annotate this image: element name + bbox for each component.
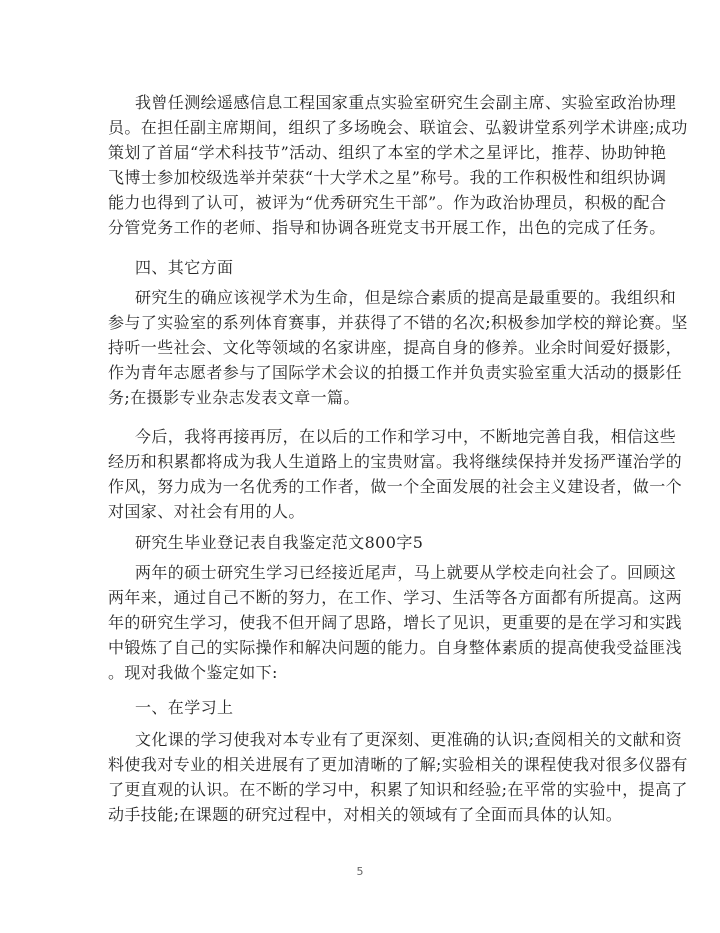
text-line: 飞博士参加校级选举并荣获“十大学术之星”称号。我的工作积极性和组织协调 xyxy=(108,168,667,187)
text-line: 。现对我做个鉴定如下: xyxy=(108,663,278,682)
text-line: 中锻炼了自己的实际操作和解决问题的能力。自身整体素质的提高使我受益匪浅 xyxy=(108,638,683,657)
section-heading: 一、在学习上 xyxy=(135,698,234,717)
text-line: 动手技能;在课题的研究过程中，对相关的领域有了全面而具体的认知。 xyxy=(108,805,623,824)
text-line: 务;在摄影专业杂志发表文章一篇。 xyxy=(108,388,360,407)
text-line: 作风，努力成为一名优秀的工作者，做一个全面发展的社会主义建设者，做一个 xyxy=(108,477,683,496)
text-line: 两年的硕士研究生学习已经接近尾声，马上就要从学校走向社会了。回顾这 xyxy=(135,563,677,582)
text-line: 经历和积累都将成为我人生道路上的宝贵财富。我将继续保持并发扬严谨治学的 xyxy=(108,452,683,471)
paragraph-two-years xyxy=(108,560,683,685)
text-line: 持听一些社会、文化等领域的名家讲座，提高自身的修养。业余时间爱好摄影， xyxy=(108,338,683,357)
article-title: 研究生毕业登记表自我鉴定范文800字5 xyxy=(135,533,424,552)
paragraph-student-union xyxy=(108,90,688,240)
text-line: 我曾任测绘遥感信息工程国家重点实验室研究生会副主席、实验室政治协理 xyxy=(135,93,677,112)
text-line: 对国家、对社会有用的人。 xyxy=(108,502,305,521)
text-line: 作为青年志愿者参与了国际学术会议的拍摄工作并负责实验室重大活动的摄影任 xyxy=(108,363,683,382)
paragraph-overall-quality xyxy=(108,285,688,410)
text-line: 今后，我将再接再厉，在以后的工作和学习中，不断地完善自我，相信这些 xyxy=(135,427,677,446)
text-line: 料使我对专业的相关进展有了更加清晰的了解;实验相关的课程使我对很多仪器有 xyxy=(108,755,688,774)
section-heading-study xyxy=(108,695,624,720)
page-number: 5 xyxy=(356,865,364,878)
text-line: 研究生的确应该视学术为生命，但是综合素质的提高是最重要的。我组织和 xyxy=(135,288,677,307)
paragraph-coursework xyxy=(108,727,688,827)
text-line: 两年来，通过自己不断的努力，在工作、学习、生活等各方面都有所提高。这两 xyxy=(108,588,683,607)
paragraph-future xyxy=(108,424,683,524)
text-line: 员。在担任副主席期间，组织了多场晚会、联谊会、弘毅讲堂系列学术讲座;成功 xyxy=(108,118,688,137)
text-line: 能力也得到了认可，被评为“优秀研究生干部”。作为政治协理员，积极的配合 xyxy=(108,193,667,212)
section-heading-other-aspects xyxy=(108,255,624,280)
text-line: 文化课的学习使我对本专业有了更深刻、更准确的认识;查阅相关的文献和资 xyxy=(135,730,682,749)
article-title-block xyxy=(108,530,624,555)
text-line: 参与了实验室的系列体育赛事，并获得了不错的名次;积极参加学校的辩论赛。坚 xyxy=(108,313,688,332)
text-line: 年的研究生学习，使我不但开阔了思路，增长了见识，更重要的是在学习和实践 xyxy=(108,613,683,632)
text-line: 策划了首届“学术科技节”活动、组织了本室的学术之星评比，推荐、协助钟艳 xyxy=(108,143,667,162)
text-line: 分管党务工作的老师、指导和协调各班党支书开展工作，出色的完成了任务。 xyxy=(108,218,666,237)
text-line: 了更直观的认识。在不断的学习中，积累了知识和经验;在平常的实验中，提高了 xyxy=(108,780,688,799)
section-heading: 四、其它方面 xyxy=(135,258,234,277)
